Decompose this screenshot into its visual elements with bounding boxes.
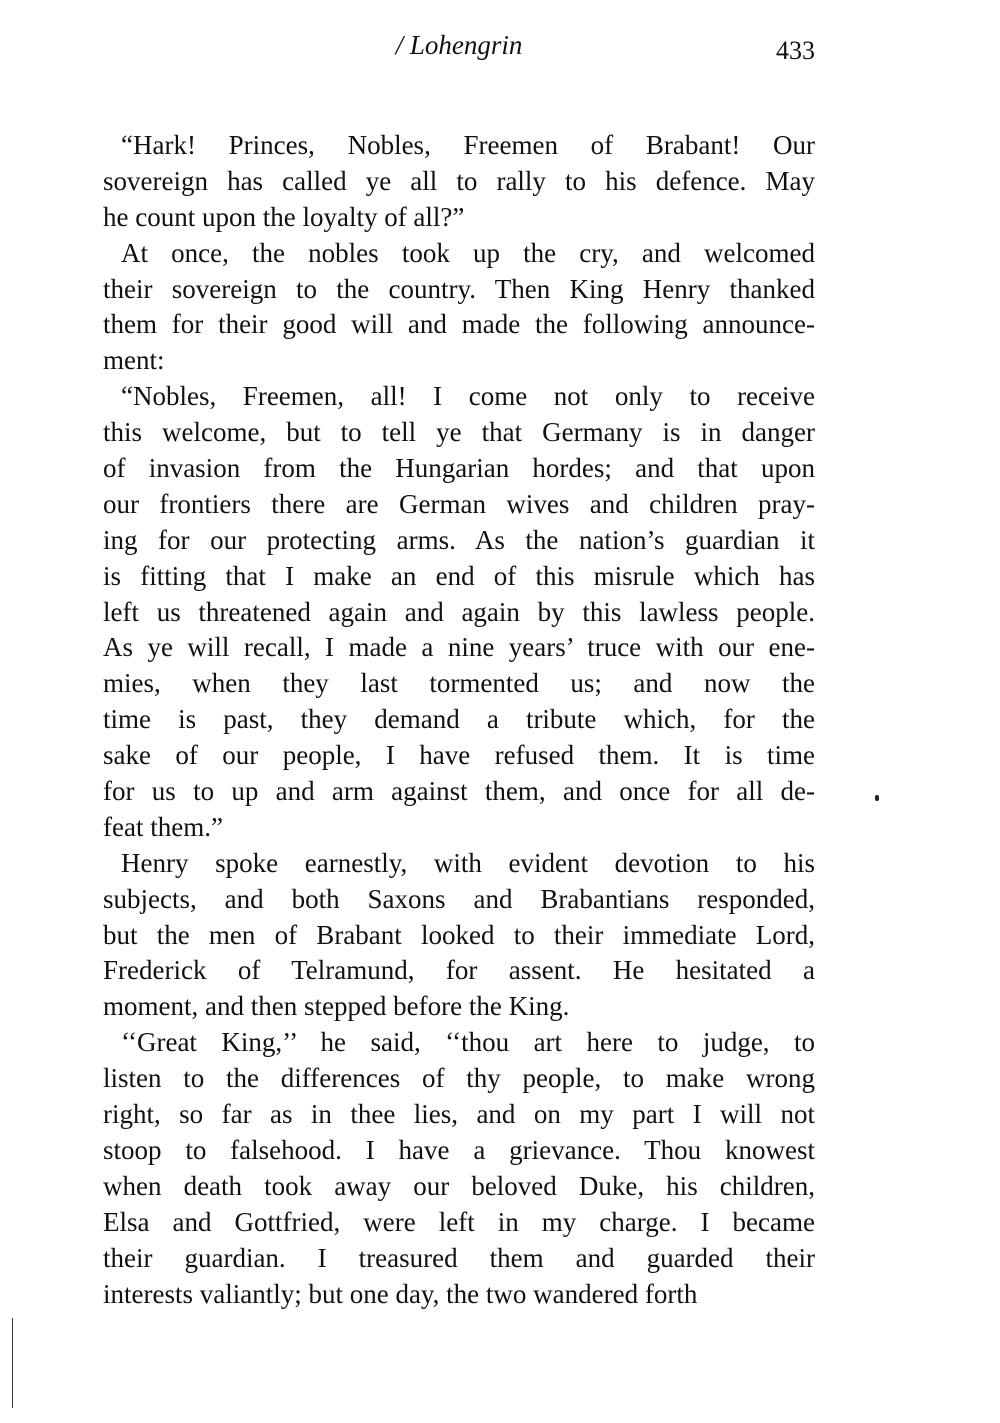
text-line: sake of our people, I have refused them. It is time (103, 740, 815, 771)
paragraph (103, 1025, 815, 1312)
text-line: mies, when they last tormented us; and now the (103, 668, 815, 699)
text-line: time is past, they demand a tribute which, for the (103, 704, 815, 735)
text-line: when death took away our beloved Duke, his children, (103, 1170, 815, 1201)
text-line: listen to the differences of thy people, to make wrong (103, 1063, 815, 1094)
paragraph (103, 379, 815, 846)
text-line: subjects, and both Saxons and Brabantians responded, (103, 883, 815, 914)
text-line: Frederick of Telramund, for assent. He hesitated a (103, 955, 815, 986)
scan-margin-line (12, 1318, 13, 1408)
text-line: ‘‘Great King,’’ he said, ‘‘thou art here to judge, to (121, 1027, 815, 1058)
text-line: moment, and then stepped before the King. (103, 991, 570, 1022)
text-line: is fitting that I make an end of this misrule which has (103, 560, 815, 591)
text-line: At once, the nobles took up the cry, and welcomed (121, 237, 815, 268)
text-line: right, so far as in thee lies, and on my part I will not (103, 1099, 815, 1130)
paragraph (103, 846, 815, 1025)
text-line: he count upon the loyalty of all?” (103, 201, 465, 232)
paragraph (103, 236, 815, 380)
text-line: ment: (103, 345, 165, 376)
text-line: of invasion from the Hungarian hordes; and that upon (103, 453, 815, 484)
text-line: our frontiers there are German wives and children pray- (103, 488, 815, 519)
text-line: but the men of Brabant looked to their immediate Lord, (103, 919, 815, 950)
paragraph (103, 128, 815, 236)
text-line: this welcome, but to tell ye that Germany is in danger (103, 417, 815, 448)
text-line: “Nobles, Freemen, all! I come not only to receive (121, 381, 815, 412)
page-header (103, 30, 815, 70)
text-line: their guardian. I treasured them and guarded their (103, 1242, 815, 1273)
text-line: Henry spoke earnestly, with evident devotion to his (121, 847, 815, 878)
page-number: 433 (776, 36, 815, 65)
text-line: “Hark! Princes, Nobles, Freemen of Brabant! Our (121, 130, 815, 160)
text-line: their sovereign to the country. Then King Henry thanked (103, 273, 815, 304)
text-line: for us to up and arm against them, and once for all de- (103, 776, 815, 807)
text-line: interests valiantly; but one day, the two wandered forth (103, 1278, 698, 1309)
text-line: Elsa and Gottfried, were left in my charge. I became (103, 1206, 815, 1237)
text-line: left us threatened again and again by this lawless people. (103, 596, 815, 627)
running-title: / Lohengrin (395, 30, 523, 60)
text-line: As ye will recall, I made a nine years’ truce with our ene- (103, 632, 815, 663)
text-line: feat them.” (103, 811, 223, 842)
page-body (103, 128, 815, 1312)
text-line: them for their good will and made the following announce- (103, 309, 815, 340)
text-line: stoop to falsehood. I have a grievance. Thou knowest (103, 1134, 815, 1165)
text-line: sovereign has called ye all to rally to his defence. May (103, 165, 815, 196)
text-line: ing for our protecting arms. As the nation’s guardian it (103, 524, 815, 555)
scan-speck (875, 795, 879, 801)
